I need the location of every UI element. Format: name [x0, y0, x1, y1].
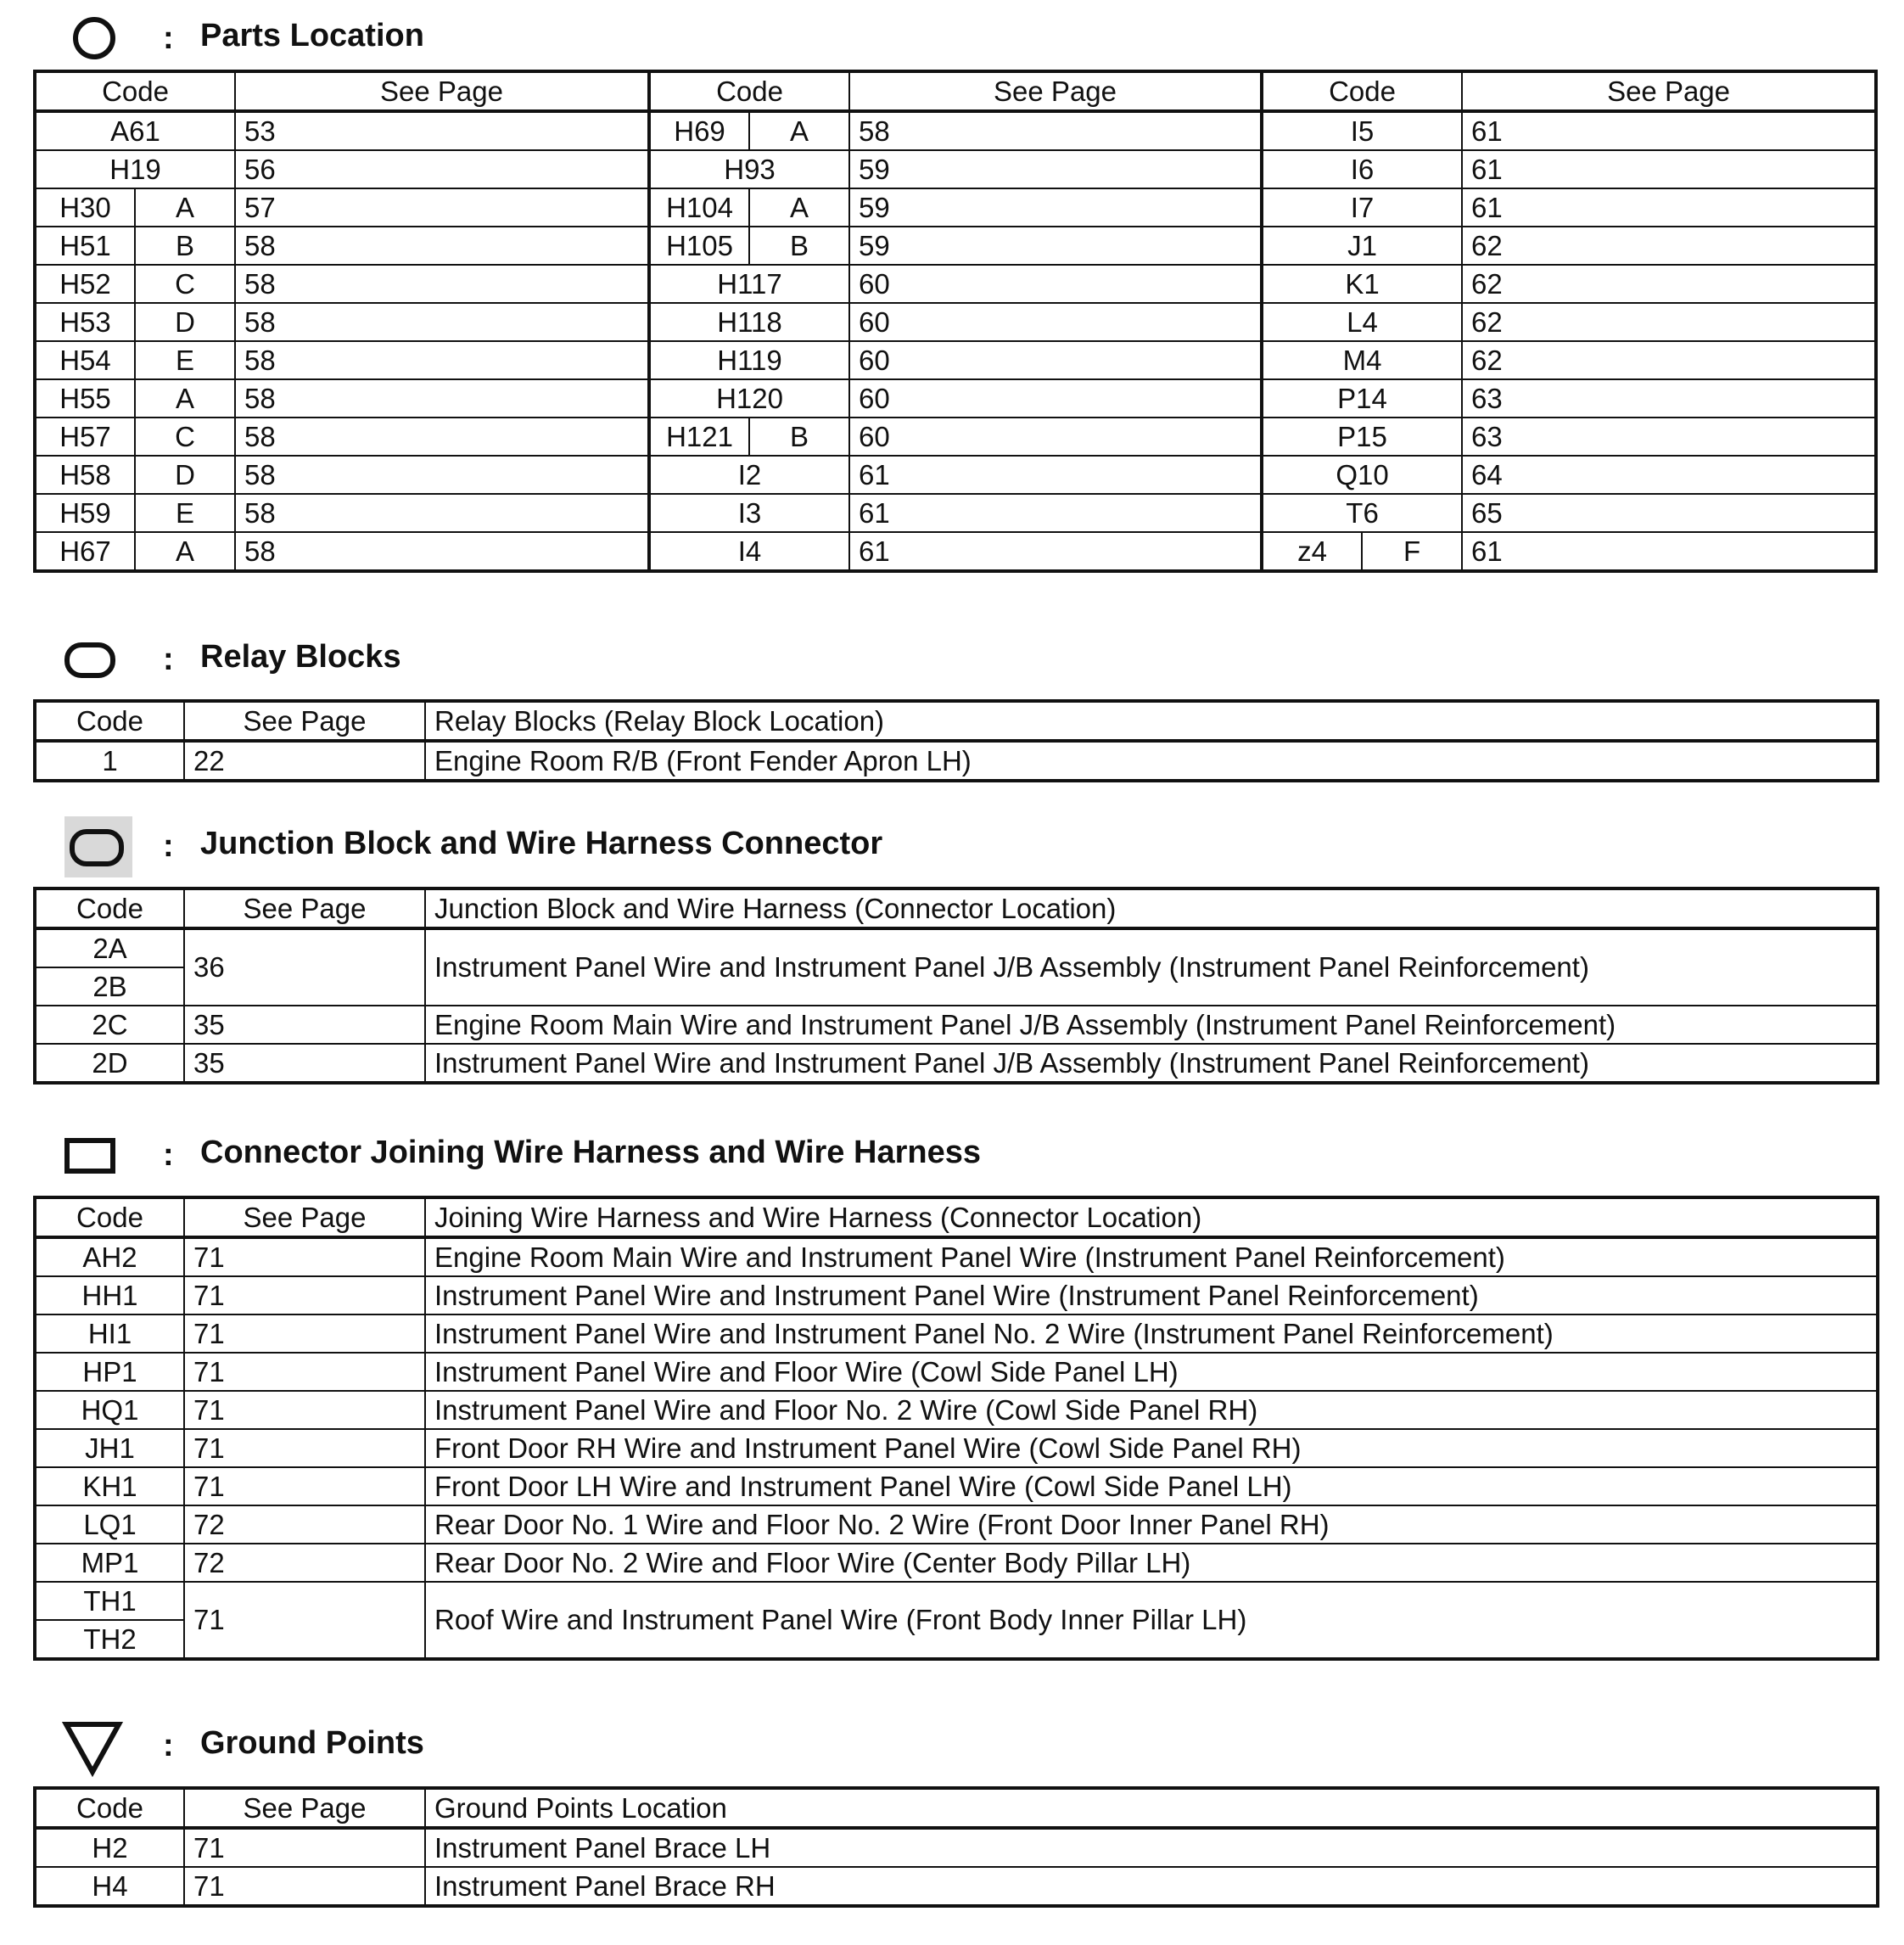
- page-cell: 71: [184, 1582, 425, 1659]
- header-see-page: See Page: [184, 1788, 425, 1828]
- table-header-row: [35, 71, 1876, 111]
- sub-code-cell: E: [135, 494, 235, 532]
- page-cell: 60: [849, 379, 1262, 418]
- header-code: Code: [35, 1788, 184, 1828]
- code-cell: TH1: [35, 1582, 184, 1620]
- code-cell: H118: [649, 303, 849, 341]
- table-row: [35, 227, 1876, 265]
- location-cell: Instrument Panel Wire and Floor No. 2 Wire (Cowl Side Panel RH): [425, 1391, 1878, 1429]
- page-cell: 71: [184, 1314, 425, 1353]
- table-row: [35, 1828, 1878, 1867]
- location-cell: Roof Wire and Instrument Panel Wire (Front Body Inner Pillar LH): [425, 1582, 1878, 1659]
- page-cell: 61: [1462, 188, 1876, 227]
- triangle-down-icon: [61, 1712, 136, 1777]
- page-cell: 22: [184, 741, 425, 781]
- page-cell: 58: [235, 494, 649, 532]
- section-title: Ground Points: [200, 1725, 424, 1761]
- page-cell: 61: [1462, 532, 1876, 571]
- section-title: Connector Joining Wire Harness and Wire Harness: [200, 1135, 981, 1170]
- sub-code-cell: B: [749, 418, 849, 456]
- code-cell: L4: [1262, 303, 1462, 341]
- table-row: [35, 111, 1876, 150]
- code-cell: M4: [1262, 341, 1462, 379]
- sub-code-cell: F: [1362, 532, 1462, 571]
- location-cell: Engine Room Main Wire and Instrument Panel J/B Assembly (Instrument Panel Reinforcement): [425, 1006, 1878, 1044]
- code-cell: H53: [35, 303, 135, 341]
- page-cell: 58: [235, 227, 649, 265]
- table-row: [35, 1867, 1878, 1906]
- page-cell: 71: [184, 1429, 425, 1467]
- code-cell: H69: [649, 111, 749, 150]
- code-cell: LQ1: [35, 1505, 184, 1544]
- relay-blocks-table: [33, 699, 1879, 782]
- code-cell: I7: [1262, 188, 1462, 227]
- page-cell: 63: [1462, 379, 1876, 418]
- table-row: [35, 1237, 1878, 1276]
- header-code: Code: [1262, 71, 1462, 111]
- code-cell: Q10: [1262, 456, 1462, 494]
- page-cell: 57: [235, 188, 649, 227]
- page-cell: 58: [235, 456, 649, 494]
- code-cell: H59: [35, 494, 135, 532]
- header-location: Junction Block and Wire Harness (Connector Location): [425, 888, 1878, 928]
- table-row: [35, 341, 1876, 379]
- code-cell: H54: [35, 341, 135, 379]
- code-cell: TH2: [35, 1620, 184, 1659]
- junction-block-table: [33, 887, 1879, 1085]
- code-cell: J1: [1262, 227, 1462, 265]
- sub-code-cell: C: [135, 418, 235, 456]
- sub-code-cell: A: [135, 188, 235, 227]
- location-cell: Rear Door No. 1 Wire and Floor No. 2 Wire (Front Door Inner Panel RH): [425, 1505, 1878, 1544]
- relay-blocks-heading: [0, 626, 1904, 691]
- code-cell: H117: [649, 265, 849, 303]
- table-row: [35, 265, 1876, 303]
- code-cell: H4: [35, 1867, 184, 1906]
- page-cell: 58: [849, 111, 1262, 150]
- ground-points-heading: [0, 1712, 1904, 1777]
- code-cell: H104: [649, 188, 749, 227]
- code-cell: I6: [1262, 150, 1462, 188]
- code-cell: H57: [35, 418, 135, 456]
- code-cell: JH1: [35, 1429, 184, 1467]
- circle-icon: [61, 5, 136, 70]
- code-cell: I5: [1262, 111, 1462, 150]
- heading-colon: :: [163, 828, 174, 864]
- shaded-rounded-rect-icon: [61, 813, 136, 877]
- code-cell: MP1: [35, 1544, 184, 1582]
- table-row: [35, 418, 1876, 456]
- connector-joining-table: [33, 1196, 1879, 1661]
- page-cell: 59: [849, 150, 1262, 188]
- sub-code-cell: B: [749, 227, 849, 265]
- table-row: [35, 1582, 1878, 1620]
- code-cell: 1: [35, 741, 184, 781]
- code-cell: P14: [1262, 379, 1462, 418]
- page-cell: 72: [184, 1505, 425, 1544]
- sub-code-cell: A: [749, 188, 849, 227]
- ground-points-table: [33, 1786, 1879, 1908]
- rectangle-icon: [61, 1122, 136, 1186]
- page-cell: 61: [849, 456, 1262, 494]
- code-cell: H121: [649, 418, 749, 456]
- location-cell: Engine Room R/B (Front Fender Apron LH): [425, 741, 1878, 781]
- heading-colon: :: [163, 1728, 174, 1763]
- location-cell: Instrument Panel Wire and Floor Wire (Cowl Side Panel LH): [425, 1353, 1878, 1391]
- parts-location-table: [33, 70, 1878, 573]
- code-cell: 2D: [35, 1044, 184, 1083]
- table-row: [35, 303, 1876, 341]
- location-cell: Engine Room Main Wire and Instrument Panel Wire (Instrument Panel Reinforcement): [425, 1237, 1878, 1276]
- page-cell: 62: [1462, 265, 1876, 303]
- table-row: [35, 1467, 1878, 1505]
- page-cell: 71: [184, 1867, 425, 1906]
- header-location: Relay Blocks (Relay Block Location): [425, 701, 1878, 741]
- location-cell: Rear Door No. 2 Wire and Floor Wire (Center Body Pillar LH): [425, 1544, 1878, 1582]
- code-cell: HI1: [35, 1314, 184, 1353]
- code-cell: H30: [35, 188, 135, 227]
- page-cell: 71: [184, 1353, 425, 1391]
- location-cell: Front Door LH Wire and Instrument Panel Wire (Cowl Side Panel LH): [425, 1467, 1878, 1505]
- location-cell: Instrument Panel Brace LH: [425, 1828, 1878, 1867]
- sub-code-cell: D: [135, 303, 235, 341]
- table-row: [35, 150, 1876, 188]
- code-cell: H119: [649, 341, 849, 379]
- header-code: Code: [35, 71, 235, 111]
- page-cell: 62: [1462, 341, 1876, 379]
- table-row: [35, 1276, 1878, 1314]
- table-header-row: [35, 888, 1878, 928]
- page-cell: 63: [1462, 418, 1876, 456]
- header-see-page: See Page: [849, 71, 1262, 111]
- table-header-row: [35, 1197, 1878, 1237]
- sub-code-cell: C: [135, 265, 235, 303]
- table-row: [35, 532, 1876, 571]
- header-see-page: See Page: [184, 1197, 425, 1237]
- page-cell: 72: [184, 1544, 425, 1582]
- page-cell: 58: [235, 303, 649, 341]
- page-cell: 61: [1462, 111, 1876, 150]
- sub-code-cell: D: [135, 456, 235, 494]
- heading-colon: :: [163, 1137, 174, 1173]
- sub-code-cell: A: [135, 379, 235, 418]
- header-code: Code: [35, 888, 184, 928]
- table-row: [35, 741, 1878, 781]
- page-cell: 35: [184, 1006, 425, 1044]
- header-see-page: See Page: [235, 71, 649, 111]
- code-cell: z4: [1262, 532, 1362, 571]
- code-cell: H67: [35, 532, 135, 571]
- header-code: Code: [649, 71, 849, 111]
- code-cell: A61: [35, 111, 235, 150]
- code-cell: H58: [35, 456, 135, 494]
- page-cell: 36: [184, 928, 425, 1006]
- page-cell: 64: [1462, 456, 1876, 494]
- code-cell: AH2: [35, 1237, 184, 1276]
- section-title: Relay Blocks: [200, 639, 401, 675]
- header-code: Code: [35, 701, 184, 741]
- table-row: [35, 1544, 1878, 1582]
- table-header-row: [35, 701, 1878, 741]
- page-cell: 60: [849, 418, 1262, 456]
- page-cell: 59: [849, 227, 1262, 265]
- code-cell: H2: [35, 1828, 184, 1867]
- code-cell: 2A: [35, 928, 184, 967]
- location-cell: Front Door RH Wire and Instrument Panel Wire (Cowl Side Panel RH): [425, 1429, 1878, 1467]
- table-row: [35, 456, 1876, 494]
- code-cell: I3: [649, 494, 849, 532]
- table-row: [35, 1044, 1878, 1083]
- page-cell: 71: [184, 1391, 425, 1429]
- sub-code-cell: B: [135, 227, 235, 265]
- code-cell: 2C: [35, 1006, 184, 1044]
- page-cell: 62: [1462, 303, 1876, 341]
- code-cell: H93: [649, 150, 849, 188]
- page-cell: 58: [235, 379, 649, 418]
- header-location: Ground Points Location: [425, 1788, 1878, 1828]
- page-cell: 56: [235, 150, 649, 188]
- page-cell: 59: [849, 188, 1262, 227]
- page-cell: 58: [235, 532, 649, 571]
- header-location: Joining Wire Harness and Wire Harness (Connector Location): [425, 1197, 1878, 1237]
- page-cell: 65: [1462, 494, 1876, 532]
- table-row: [35, 1429, 1878, 1467]
- location-cell: Instrument Panel Wire and Instrument Panel J/B Assembly (Instrument Panel Reinforcement): [425, 1044, 1878, 1083]
- heading-colon: :: [163, 20, 174, 56]
- code-cell: H120: [649, 379, 849, 418]
- connector-joining-heading: [0, 1122, 1904, 1186]
- code-cell: I4: [649, 532, 849, 571]
- code-cell: HP1: [35, 1353, 184, 1391]
- code-cell: H19: [35, 150, 235, 188]
- page-cell: 58: [235, 341, 649, 379]
- page-cell: 58: [235, 418, 649, 456]
- table-header-row: [35, 1788, 1878, 1828]
- page-cell: 61: [1462, 150, 1876, 188]
- table-row: [35, 1505, 1878, 1544]
- page-cell: 71: [184, 1828, 425, 1867]
- code-cell: H105: [649, 227, 749, 265]
- header-see-page: See Page: [184, 888, 425, 928]
- code-cell: HH1: [35, 1276, 184, 1314]
- page-cell: 53: [235, 111, 649, 150]
- code-cell: P15: [1262, 418, 1462, 456]
- location-cell: Instrument Panel Brace RH: [425, 1867, 1878, 1906]
- code-cell: H52: [35, 265, 135, 303]
- page-cell: 61: [849, 494, 1262, 532]
- sub-code-cell: A: [749, 111, 849, 150]
- page-cell: 62: [1462, 227, 1876, 265]
- header-code: Code: [35, 1197, 184, 1237]
- location-cell: Instrument Panel Wire and Instrument Panel No. 2 Wire (Instrument Panel Reinforcement): [425, 1314, 1878, 1353]
- location-cell: Instrument Panel Wire and Instrument Panel J/B Assembly (Instrument Panel Reinforcement): [425, 928, 1878, 1006]
- page-cell: 60: [849, 265, 1262, 303]
- code-cell: T6: [1262, 494, 1462, 532]
- table-row: [35, 494, 1876, 532]
- table-row: [35, 928, 1878, 967]
- code-cell: H51: [35, 227, 135, 265]
- code-cell: HQ1: [35, 1391, 184, 1429]
- table-row: [35, 1353, 1878, 1391]
- sub-code-cell: A: [135, 532, 235, 571]
- table-row: [35, 1006, 1878, 1044]
- header-see-page: See Page: [184, 701, 425, 741]
- code-cell: KH1: [35, 1467, 184, 1505]
- table-row: [35, 1391, 1878, 1429]
- page-cell: 71: [184, 1276, 425, 1314]
- page-cell: 60: [849, 341, 1262, 379]
- page-cell: 71: [184, 1237, 425, 1276]
- parts-location-heading: [0, 5, 1904, 70]
- heading-colon: :: [163, 642, 174, 677]
- page-cell: 61: [849, 532, 1262, 571]
- section-title: Parts Location: [200, 18, 424, 53]
- table-row: [35, 188, 1876, 227]
- code-cell: 2B: [35, 967, 184, 1006]
- rounded-rect-icon: [61, 626, 136, 691]
- code-cell: I2: [649, 456, 849, 494]
- location-cell: Instrument Panel Wire and Instrument Panel Wire (Instrument Panel Reinforcement): [425, 1276, 1878, 1314]
- section-title: Junction Block and Wire Harness Connector: [200, 826, 883, 861]
- page-cell: 60: [849, 303, 1262, 341]
- sub-code-cell: E: [135, 341, 235, 379]
- junction-block-heading: [0, 813, 1904, 877]
- header-see-page: See Page: [1462, 71, 1876, 111]
- page-cell: 35: [184, 1044, 425, 1083]
- table-row: [35, 1314, 1878, 1353]
- page-cell: 71: [184, 1467, 425, 1505]
- code-cell: H55: [35, 379, 135, 418]
- page-cell: 58: [235, 265, 649, 303]
- table-row: [35, 379, 1876, 418]
- code-cell: K1: [1262, 265, 1462, 303]
